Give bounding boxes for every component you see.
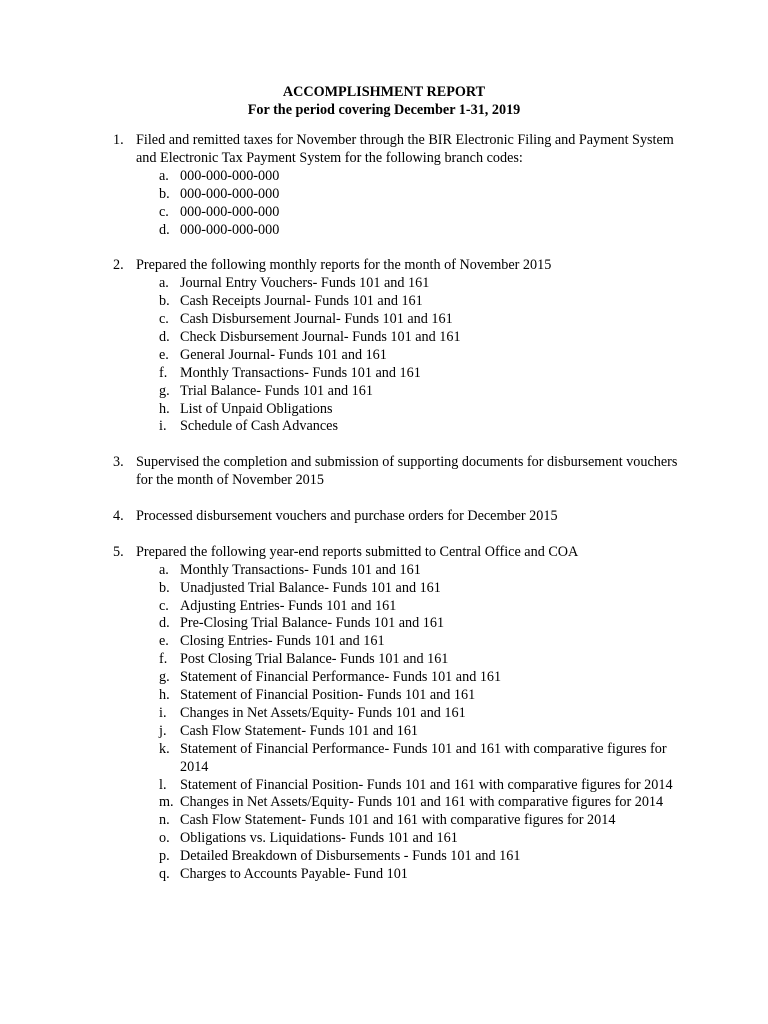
sub-item-text: General Journal- Funds 101 and 161: [180, 346, 387, 363]
sub-item-text: Cash Receipts Journal- Funds 101 and 161: [180, 293, 423, 310]
item-body: [136, 132, 693, 239]
item-text: Prepared the following year-end reports submitted to Central Office and COA: [136, 543, 579, 560]
sub-item: [136, 794, 693, 812]
sub-item-letter: i.: [159, 704, 167, 721]
item-text: Supervised the completion and submission of supporting documents for disbursement vouchers for the month of November 2015: [136, 454, 681, 489]
sub-item: [136, 651, 693, 669]
sub-item: [136, 383, 693, 401]
item-number: 4.: [113, 507, 124, 524]
sub-item: [136, 633, 693, 651]
item-body: [136, 454, 693, 490]
sub-item-text: Obligations vs. Liquidations- Funds 101 and 161: [180, 830, 458, 847]
sub-item-letter: l.: [159, 776, 167, 793]
sub-item-text: Journal Entry Vouchers- Funds 101 and 161: [180, 275, 430, 292]
sub-item-letter: e.: [159, 633, 169, 650]
sub-item-letter: c.: [159, 597, 169, 614]
sub-item-text: 000-000-000-000: [180, 185, 280, 202]
sub-item: [136, 562, 693, 580]
report-header: [0, 83, 768, 119]
sub-item: [136, 669, 693, 687]
sub-item-text: Trial Balance- Funds 101 and 161: [180, 382, 373, 399]
sub-item-letter: a.: [159, 561, 169, 578]
sub-item-text: Changes in Net Assets/Equity- Funds 101 and 161: [180, 704, 466, 721]
sub-item-text: Post Closing Trial Balance- Funds 101 and 161: [180, 651, 449, 668]
sub-item-letter: n.: [159, 812, 170, 829]
sub-item-text: 000-000-000-000: [180, 167, 280, 184]
accomplishment-list: [113, 132, 693, 902]
sub-item-letter: b.: [159, 579, 170, 596]
sub-item-text: Cash Flow Statement- Funds 101 and 161: [180, 722, 419, 739]
sub-item-text: Statement of Financial Performance- Funds 101 and 161: [180, 669, 502, 686]
sub-item-text: Monthly Transactions- Funds 101 and 161: [180, 364, 421, 381]
sub-item: [136, 598, 693, 616]
sub-item: [136, 418, 693, 436]
sub-item-text: Unadjusted Trial Balance- Funds 101 and 161: [180, 579, 441, 596]
sub-item: [136, 365, 693, 383]
sub-item-text: Pre-Closing Trial Balance- Funds 101 and 161: [180, 615, 445, 632]
sub-item: [136, 741, 693, 777]
sub-item-letter: d.: [159, 615, 170, 632]
sub-item: [136, 812, 693, 830]
list-item: [113, 508, 693, 526]
sub-item: [136, 168, 693, 186]
sub-item-letter: h.: [159, 687, 170, 704]
sub-item-letter: e.: [159, 346, 169, 363]
sub-item-letter: b.: [159, 293, 170, 310]
item-number: 2.: [113, 257, 124, 274]
sub-item-text: Cash Disbursement Journal- Funds 101 and 161: [180, 311, 453, 328]
sub-item-letter: d.: [159, 221, 170, 238]
sub-item-letter: g.: [159, 382, 170, 399]
item-body: [136, 508, 693, 526]
list-item: [113, 544, 693, 884]
sub-item-letter: p.: [159, 848, 170, 865]
item-text: Processed disbursement vouchers and purchase orders for December 2015: [136, 507, 558, 524]
sub-item-text: Schedule of Cash Advances: [180, 418, 338, 435]
sub-item: [136, 186, 693, 204]
item-text: Prepared the following monthly reports for the month of November 2015: [136, 257, 552, 274]
item-number: 3.: [113, 454, 124, 471]
sub-item-letter: g.: [159, 669, 170, 686]
item-number: 5.: [113, 543, 124, 560]
sub-item-text: Monthly Transactions- Funds 101 and 161: [180, 561, 421, 578]
sub-item-text: Statement of Financial Performance- Funds 101 and 161 with comparative figures for 2014: [180, 740, 667, 775]
sub-item: [136, 687, 693, 705]
sub-item: [136, 705, 693, 723]
list-item: [113, 257, 693, 436]
item-body: [136, 257, 693, 436]
sub-item-letter: c.: [159, 203, 169, 220]
list-item: [113, 454, 693, 490]
report-period: For the period covering December 1-31, 2019: [247, 102, 521, 118]
sub-item-letter: c.: [159, 311, 169, 328]
sub-item-text: Adjusting Entries- Funds 101 and 161: [180, 597, 397, 614]
sub-item-text: 000-000-000-000: [180, 221, 280, 238]
sub-item-text: Closing Entries- Funds 101 and 161: [180, 633, 385, 650]
item-body: [136, 544, 693, 884]
sub-item-letter: a.: [159, 275, 169, 292]
sub-item: [136, 866, 693, 884]
sub-item-letter: j.: [159, 722, 167, 739]
sub-item: [136, 311, 693, 329]
sub-item-letter: d.: [159, 328, 170, 345]
sub-item-letter: k.: [159, 740, 170, 757]
item-text: Filed and remitted taxes for November through the BIR Electronic Filing and Payment System and Electronic Tax Payment System for the following branch codes:: [136, 132, 681, 166]
sub-item-letter: a.: [159, 167, 169, 184]
sub-item-letter: i.: [159, 418, 167, 435]
sub-item-text: 000-000-000-000: [180, 203, 280, 220]
sub-item: [136, 615, 693, 633]
sub-item-letter: b.: [159, 185, 170, 202]
sub-item: [136, 222, 693, 240]
sub-item: [136, 777, 693, 795]
sub-item-text: Detailed Breakdown of Disbursements - Funds 101 and 161: [180, 848, 521, 865]
sub-item: [136, 401, 693, 419]
sub-item: [136, 275, 693, 293]
report-title: ACCOMPLISHMENT REPORT: [282, 84, 486, 100]
sub-item: [136, 347, 693, 365]
sub-item: [136, 723, 693, 741]
sub-item: [136, 830, 693, 848]
sub-item-text: Statement of Financial Position- Funds 101 and 161: [180, 687, 476, 704]
sub-item: [136, 580, 693, 598]
sub-item-text: Statement of Financial Position- Funds 101 and 161 with comparative figures for 2014: [180, 776, 673, 793]
sub-item-text: Changes in Net Assets/Equity- Funds 101 and 161 with comparative figures for 2014: [180, 794, 664, 811]
sub-item-text: Check Disbursement Journal- Funds 101 and 161: [180, 328, 461, 345]
sub-item: [136, 293, 693, 311]
sub-item: [136, 329, 693, 347]
sub-item-text: Cash Flow Statement- Funds 101 and 161 with comparative figures for 2014: [180, 812, 616, 829]
sub-item-letter: m.: [159, 794, 174, 811]
sub-item-letter: f.: [159, 651, 168, 668]
sub-item-letter: o.: [159, 830, 170, 847]
sub-item-letter: q.: [159, 866, 170, 883]
sub-item-letter: f.: [159, 364, 168, 381]
sub-item-text: List of Unpaid Obligations: [180, 400, 333, 417]
sub-item-text: Charges to Accounts Payable- Fund 101: [180, 866, 408, 883]
sub-item: [136, 204, 693, 222]
sub-item-letter: h.: [159, 400, 170, 417]
sub-item: [136, 848, 693, 866]
list-item: [113, 132, 693, 239]
item-number: 1.: [113, 132, 124, 148]
